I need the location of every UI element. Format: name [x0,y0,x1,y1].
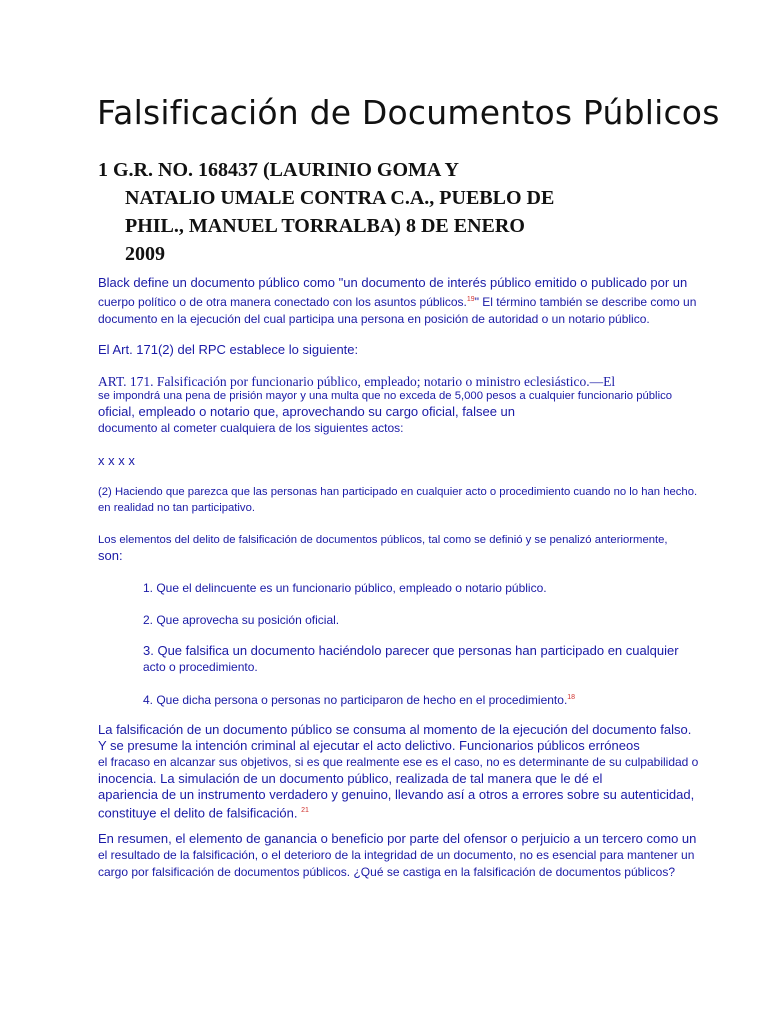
article-quote [98,374,672,436]
text-line: el fracaso en alcanzar sus objetivos, si es que realmente ese es el caso, no es determinante de su culpabilidad o [98,755,699,769]
article-item [98,484,697,516]
list-item: 1. Que el delincuente es un funcionario público, empleado o notario público. [143,581,547,595]
text-line: inocencia. La simulación de un documento público, realizada de tal manera que le dé el [98,770,603,786]
definition-paragraph [98,275,696,327]
text-line: documento al cometer cualquiera de los siguientes actos: [98,421,404,435]
case-heading-line: 1 G.R. NO. 168437 (LAURINIO GOMA Y [98,159,459,181]
text-line: En resumen, el elemento de ganancia o beneficio por parte del ofensor o perjuicio a un tercero como un [98,831,697,846]
article-title: ART. 171. Falsificación por funcionario público, empleado; notario o ministro eclesiástico.—El [98,374,616,389]
list-item [143,690,575,709]
case-heading-line: 2009 [125,243,165,265]
text-line [98,292,696,311]
text-line: acto o procedimiento. [143,660,258,674]
text-line: en realidad no tan participativo. [98,502,256,514]
text-line: se impondrá una pena de prisión mayor y una multa que no exceda de 5,000 pesos a cualquier funcionario público [98,390,673,402]
text-line: La falsificación de un documento público se consuma al momento de la ejecución del documento falso. [98,722,692,737]
list-item: 2. Que aprovecha su posición oficial. [143,613,340,627]
text-line: 3. Que falsifica un documento haciéndolo parecer que personas han participado en cualquier [143,643,679,658]
case-heading [98,156,618,268]
text-line: el resultado de la falsificación, o el deterioro de la integridad de un documento, no es esencial para mantener un [98,848,695,862]
page-title: Falsificación de Documentos Públicos [97,93,720,132]
text-span: constituye el delito de falsificación. [98,804,298,820]
text-line: Los elementos del delito de falsificación de documentos públicos, tal como se definió y se penalizó anteriormente, [98,534,668,546]
text-line: apariencia de un instrumento verdadero y genuino, llevando así a otros a errores sobre su autenticidad, [98,786,695,802]
elements-intro [98,532,668,564]
text-span: 4. Que dicha persona o personas no participaron de hecho en el procedimiento. [143,693,568,707]
text-line: oficial, empleado o notario que, aprovechando su cargo oficial, falsee un [98,404,515,419]
text-span: cuerpo político o de otra manera conectado con los asuntos públicos. [98,295,467,309]
list-item [143,643,679,676]
text-line: cargo por falsificación de documentos públicos. ¿Qué se castiga en la falsificación de documentos públicos? [98,864,675,879]
text-line: son: [98,548,123,563]
case-heading-line: PHIL., MANUEL TORRALBA) 8 DE ENERO [125,215,525,237]
text-line: Black define un documento público como "un documento de interés público emitido o publicado por un [98,275,688,290]
text-line: Y se presume la intención criminal al ejecutar el acto delictivo. Funcionarios públicos erróneos [98,738,640,753]
omission-marker: x x x x [98,453,135,468]
footnote-ref[interactable]: 18 [567,694,576,701]
case-heading-line: NATALIO UMALE CONTRA C.A., PUEBLO DE [125,187,555,209]
text-span: documento en la ejecución del cual participa una persona en posición de autoridad o un notario público. [98,311,650,326]
rpc-intro: El Art. 171(2) del RPC establece lo siguiente: [98,342,359,357]
text-line [98,803,698,821]
footnote-ref[interactable]: 19 [466,296,475,303]
text-line [98,311,696,328]
consummation-paragraph [98,722,698,821]
summary-paragraph [98,831,696,880]
text-span: " El término también se describe como un [474,295,697,309]
footnote-ref[interactable]: 21 [301,806,309,814]
text-line: (2) Haciendo que parezca que las personas han participado en cualquier acto o procedimiento cuando no lo han hecho. [98,486,698,498]
